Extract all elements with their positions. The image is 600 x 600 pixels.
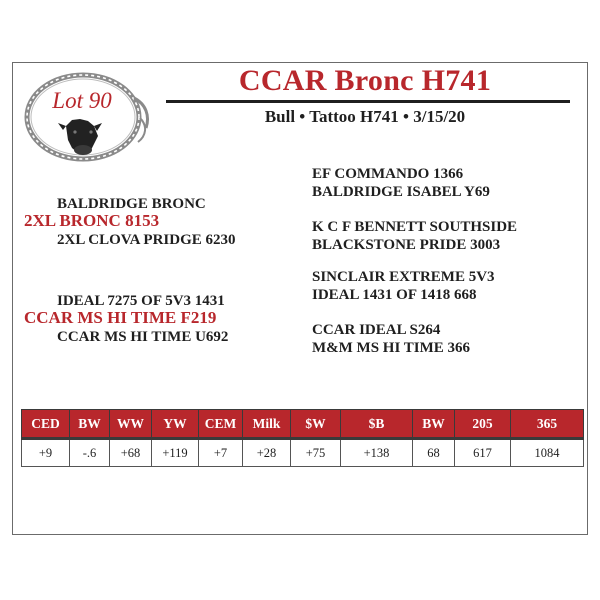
great-grandparent: BALDRIDGE ISABEL Y69 [312, 184, 490, 200]
epd-header-cell: WW [110, 410, 152, 439]
dam-of-dam: CCAR MS HI TIME U692 [57, 329, 229, 345]
great-grandparent: K C F BENNETT SOUTHSIDE [312, 219, 518, 235]
great-grandparent: SINCLAIR EXTREME 5V3 [312, 269, 495, 285]
epd-header-cell: YW [152, 410, 199, 439]
epd-value-cell: -.6 [70, 439, 110, 467]
epd-header-cell: CED [22, 410, 70, 439]
sire-of-sire: BALDRIDGE BRONC [57, 196, 206, 212]
epd-table [21, 409, 584, 467]
great-grandparent: BLACKSTONE PRIDE 3003 [312, 237, 501, 253]
great-grandparent: M&M MS HI TIME 366 [312, 340, 471, 356]
rope-oval-icon [22, 70, 156, 166]
dam-name: CCAR MS HI TIME F219 [24, 308, 217, 327]
great-grandparent: EF COMMANDO 1366 [312, 166, 464, 182]
epd-value-cell: +138 [341, 439, 413, 467]
bull-head-icon [58, 119, 102, 155]
epd-value-cell: 1084 [511, 439, 584, 467]
epd-header-cell: $B [341, 410, 413, 439]
epd-value-cell: +9 [22, 439, 70, 467]
great-grandparent: IDEAL 1431 OF 1418 668 [312, 287, 477, 303]
epd-header-cell: BW [413, 410, 455, 439]
epd-header-row [22, 410, 584, 439]
sire-name: 2XL BRONC 8153 [24, 211, 160, 230]
epd-value-cell: 68 [413, 439, 455, 467]
lot-badge [22, 70, 156, 166]
sire-of-dam: IDEAL 7275 OF 5V3 1431 [57, 293, 225, 309]
epd-value-cell: +119 [152, 439, 199, 467]
epd-header-cell: Milk [243, 410, 291, 439]
epd-header-cell: BW [70, 410, 110, 439]
epd-header-cell: 365 [511, 410, 584, 439]
epd-value-cell: +28 [243, 439, 291, 467]
page-title: CCAR Bronc H741 [238, 64, 492, 97]
epd-value-cell: +68 [110, 439, 152, 467]
dam-of-sire: 2XL CLOVA PRIDGE 6230 [57, 232, 236, 248]
lot-number: Lot 90 [52, 88, 112, 113]
epd-header-cell: CEM [199, 410, 243, 439]
title-divider [166, 100, 570, 103]
epd-value-cell: +7 [199, 439, 243, 467]
animal-info: Bull • Tattoo H741 • 3/15/20 [264, 107, 466, 126]
epd-value-cell: +75 [291, 439, 341, 467]
epd-header-cell: $W [291, 410, 341, 439]
table-row [22, 439, 584, 467]
great-grandparent: CCAR IDEAL S264 [312, 322, 441, 338]
epd-header-cell: 205 [455, 410, 511, 439]
epd-value-cell: 617 [455, 439, 511, 467]
